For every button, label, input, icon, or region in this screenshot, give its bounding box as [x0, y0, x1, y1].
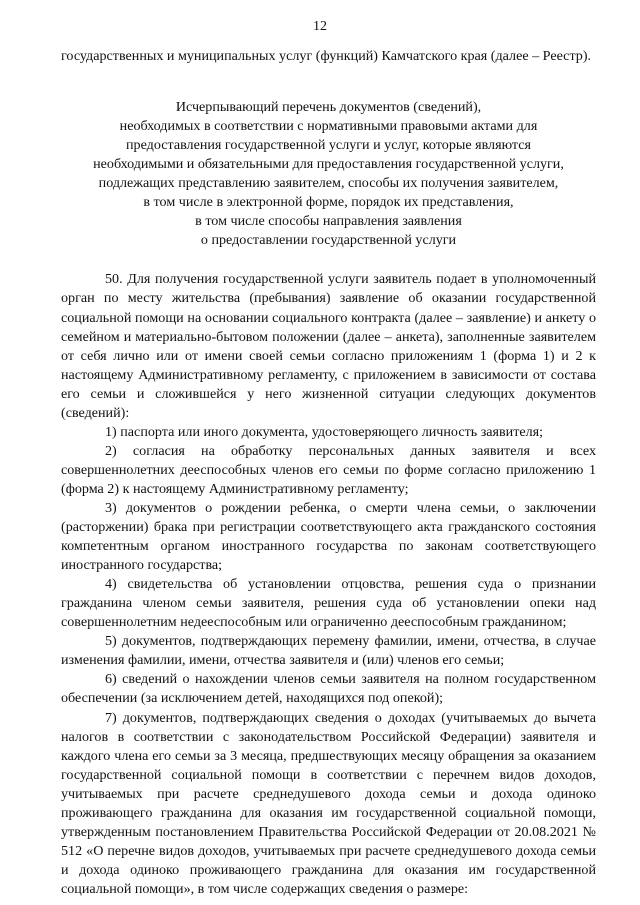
document-body — [61, 47, 596, 899]
list-item-2: 2) согласия на обработку персональных данных заявителя и всех совершеннолетних дееспособных членов его семьи по форме согласно приложению 1 (форма 2) к настоящему Административному регламенту; — [61, 442, 596, 497]
heading-line: предоставления государственной услуги и услуг, которые являются — [126, 137, 531, 154]
heading-line: в том числе способы направления заявления — [195, 213, 462, 230]
heading-line: необходимых в соответствии с нормативными правовыми актами для — [119, 118, 538, 135]
intro-paragraph: государственных и муниципальных услуг (функций) Камчатского края (далее – Реестр). — [61, 48, 592, 64]
heading-line: Исчерпывающий перечень документов (сведений), — [175, 99, 482, 116]
list-item-3: 3) документов о рождении ребенка, о смерти члена семьи, о заключении (расторжении) брака при регистрации соответствующего акта гражданского состояния компетентным органом иностранного государства по законам соответствующего иностранного государства; — [61, 499, 596, 574]
list-item-4: 4) свидетельства об установлении отцовства, решения суда о признании гражданина членом семьи заявителя, решения суда об установлении опеки над совершеннолетним недееспособным или ограниченно дееспособным гражданином; — [61, 576, 596, 631]
section-heading — [61, 98, 596, 250]
list-item-5: 5) документов, подтверждающих перемену фамилии, имени, отчества, в случае изменения фамилии, имени, отчества заявителя и (или) членов его семьи; — [61, 633, 596, 669]
heading-line: необходимыми и обязательными для предоставления государственной услуги, — [93, 156, 564, 173]
paragraph-50: 50. Для получения государственной услуги заявитель подает в уполномоченный орган по месту жительства (пребывания) заявление об оказании государственной социальной помощи на основании социального контракта (далее – заявление) и анкету о семейном и материально-бытовом положении (далее – анкета), заполненные заявителем от себя лично или от имени своей семьи согласно приложениям 1 (форма 1) и 2 к настоящему Административному регламенту, с приложением в зависимости от состава его семьи и сложившейся у него жизненной ситуации следующих документов (сведений): — [61, 271, 596, 421]
heading-line: о предоставлении государственной услуги — [200, 232, 457, 249]
page-number: 12 — [313, 19, 327, 34]
list-item-6: 6) сведений о нахождении членов семьи заявителя на полном государственном обеспечении (за исключением детей, находящихся под опекой); — [61, 671, 596, 707]
list-item-1: 1) паспорта или иного документа, удостоверяющего личность заявителя; — [105, 423, 544, 440]
heading-line: в том числе в электронной форме, порядок их представления, — [143, 194, 514, 211]
heading-line: подлежащих представлению заявителем, способы их получения заявителем, — [98, 175, 559, 192]
list-item-7: 7) документов, подтверждающих сведения о доходах (учитываемых до вычета налогов в соответствии с законодательством Российской Федерации) заявителя и каждого члена его семьи за 3 месяца, предшествующих месяцу обращения за оказанием государственной социальной помощи в соответствии с перечнем видов доходов, учитываемых при расчете среднедушевого дохода семьи и дохода одиноко проживающего гражданина для оказания им государственной социальной помощи, утвержденным постановлением Правительства Российской Федерации от 20.08.2021 № 512 «О перечне видов доходов, учитываемых при расчете среднедушевого дохода семьи и дохода одиноко проживающего гражданина для оказания им государственной социальной помощи», в том числе содержащих сведения о размере: — [61, 709, 596, 897]
